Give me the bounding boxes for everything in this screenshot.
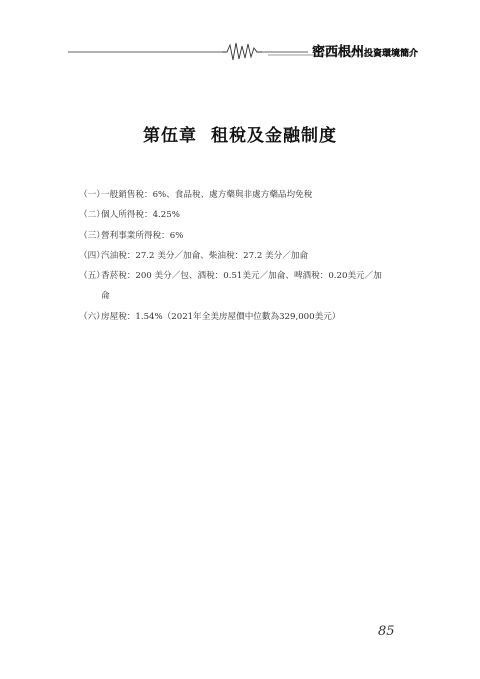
item-text: 個人所得稅：4.25%: [101, 210, 180, 221]
chapter-number: 第伍章: [143, 126, 197, 146]
item-number: （四）: [79, 250, 105, 261]
item-text: 香菸稅：200 美分／包、酒稅：0.51美元／加侖、啤酒稅：0.20美元／加: [101, 271, 382, 282]
header-title-sub: 投資環境簡介: [364, 49, 419, 59]
item-text: 營利事業所得稅：6%: [101, 230, 184, 241]
list-item: [79, 307, 414, 327]
item-text: 房屋稅：1.54%（2021年全美房屋價中位數為329,000美元）: [101, 311, 341, 322]
page-number: 85: [378, 624, 395, 639]
list-item: [79, 205, 414, 225]
item-number: （一）: [79, 190, 105, 200]
list-item: [79, 185, 414, 205]
list-item: [79, 266, 414, 307]
item-text-continued: 侖: [101, 291, 110, 302]
chapter-heading: [0, 121, 480, 146]
list-item: [79, 246, 414, 266]
chapter-title: 租稅及金融制度: [211, 126, 337, 146]
item-text: 汽油稅：27.2 美分／加侖、柴油稅：27.2 美分／加侖: [101, 250, 309, 261]
tax-list: [79, 185, 414, 327]
item-number: （二）: [79, 210, 105, 221]
header-title-main: 密西根州: [312, 45, 365, 60]
item-number: （三）: [79, 230, 105, 241]
list-item: [79, 226, 414, 246]
running-header: [0, 38, 480, 68]
item-number: （六）: [79, 311, 105, 322]
header-title: [308, 42, 422, 60]
item-text: 一般銷售稅：6%、食品稅、處方藥與非處方藥品均免稅: [101, 190, 313, 200]
item-number: （五）: [79, 271, 105, 282]
